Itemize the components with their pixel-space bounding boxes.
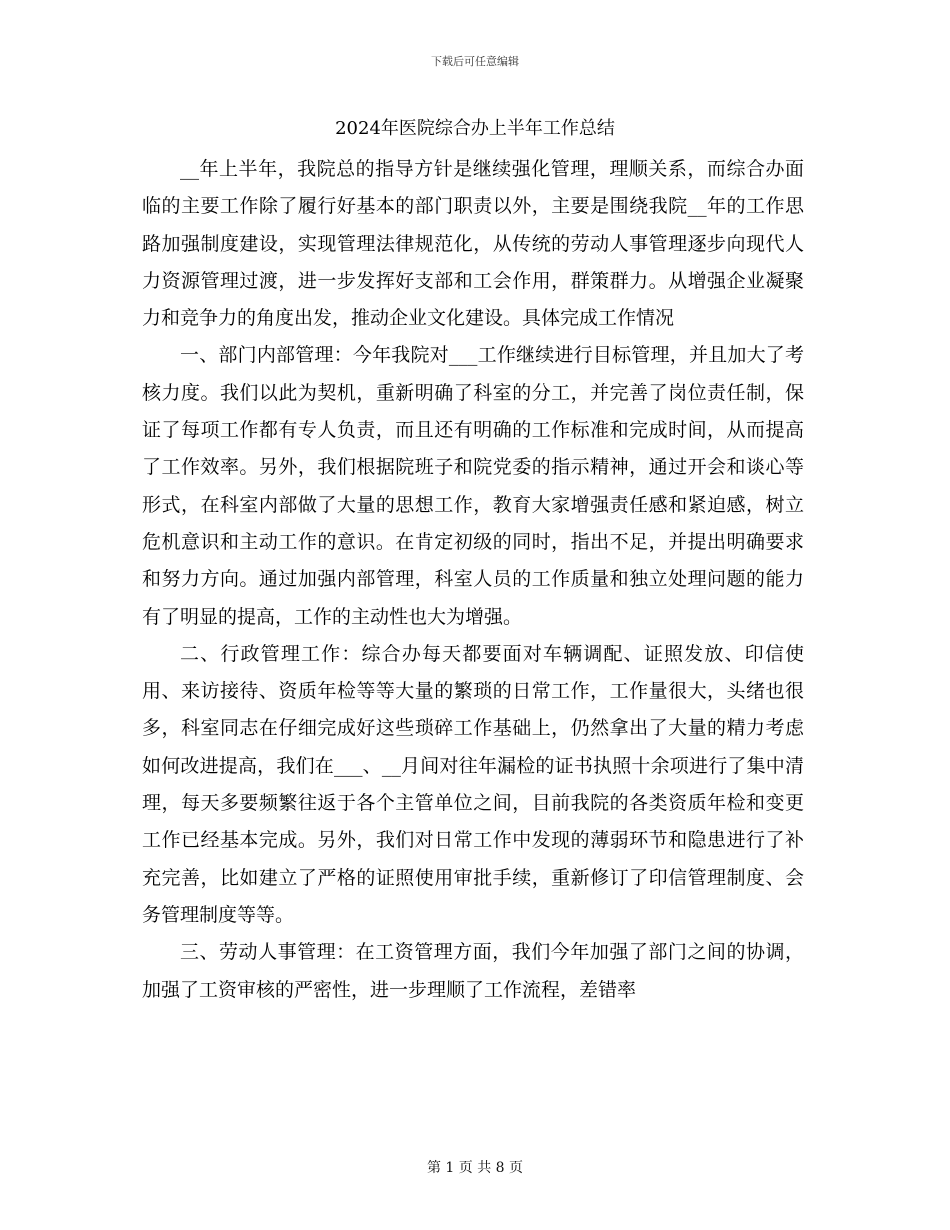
document-body [142, 151, 804, 1009]
page-footer: 第 1 页 共 8 页 [426, 1160, 524, 1176]
header-note: 下载后可任意编辑 [431, 55, 519, 68]
document-title: 2024年医院综合办上半年工作总结 [335, 118, 615, 139]
paragraph-internal-management: 一、部门内部管理：今年我院对___工作继续进行目标管理，并且加大了考核力度。我们以此为契机，重新明确了科室的分工，并完善了岗位责任制，保证了每项工作都有专人负责，而且还有明确的工作标准和完成时间，从而提高了工作效率。另外，我们根据院班子和院党委的指示精神，通过开会和谈心等形式，在科室内部做了大量的思想工作，教育大家增强责任感和紧迫感，树立危机意识和主动工作的意识。在肯定初级的同时，指出不足，并提出明确要求和努力方向。通过加强内部管理，科室人员的工作质量和独立处理问题的能力有了明显的提高，工作的主动性也大为增强。 [142, 344, 804, 628]
paragraph-administrative-work: 二、行政管理工作：综合办每天都要面对车辆调配、证照发放、印信使用、来访接待、资质年检等等大量的繁琐的日常工作，工作量很大，头绪也很多，科室同志在仔细完成好这些琐碎工作基础上，仍然拿出了大量的精力考虑如何改进提高，我们在___、__月间对往年漏检的证书执照十余项进行了集中清理，每天多要频繁往返于各个主管单位之间，目前我院的各类资质年检和变更工作已经基本完成。另外，我们对日常工作中发现的薄弱环节和隐患进行了补充完善，比如建立了严格的证照使用审批手续，重新修订了印信管理制度、会务管理制度等等。 [142, 642, 804, 926]
paragraph-personnel-management: 三、劳动人事管理：在工资管理方面，我们今年加强了部门之间的协调，加强了工资审核的严密性，进一步理顺了工作流程，差错率 [142, 941, 804, 1001]
paragraph-intro: __年上半年，我院总的指导方针是继续强化管理，理顺关系，而综合办面临的主要工作除了履行好基本的部门职责以外，主要是围绕我院__年的工作思路加强制度建设，实现管理法律规范化，从传统的劳动人事管理逐步向现代人力资源管理过渡，进一步发挥好支部和工会作用，群策群力。从增强企业凝聚力和竞争力的角度出发，推动企业文化建设。具体完成工作情况 [142, 158, 804, 330]
